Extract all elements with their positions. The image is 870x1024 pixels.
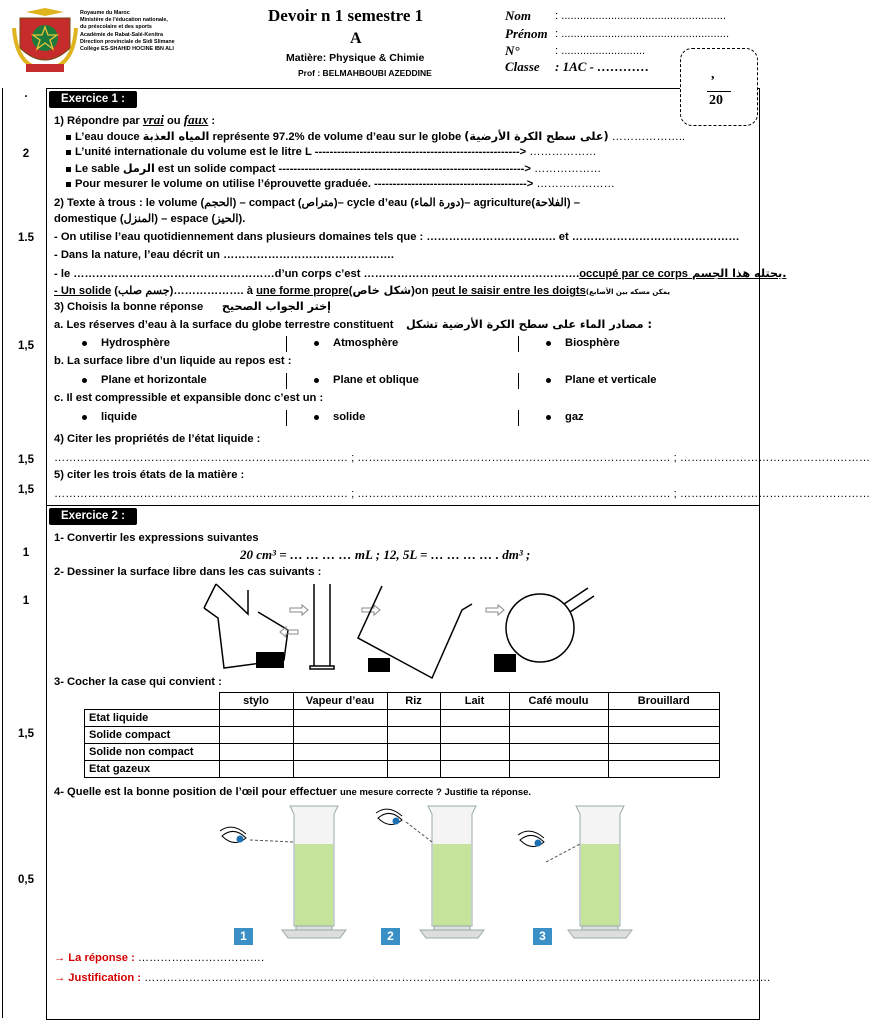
q2-line-1: 2) Texte à trous : le volume (الحجم) – compact (متراص)– cycle d’eau (دورة الماء)– agriculture(الفلاحة) –	[54, 197, 580, 209]
subject-label: Matière: Physique & Chimie	[286, 52, 425, 64]
q1-item-3: Le sable الرمل est un solide compact ------------------------------------------------------------------> ………………	[66, 162, 601, 175]
q1-item-4: Pour mesurer le volume on utilise l’éprouvette graduée. -----------------------------------------> …………………	[66, 178, 615, 190]
q1-title: 1) Répondre par vrai ou faux :	[54, 112, 216, 127]
score-denominator: 20	[709, 93, 723, 108]
score-box	[680, 48, 758, 126]
q2-line-4: - Dans la nature, l’eau décrit un ……………………………………….	[54, 249, 395, 261]
class-label: Classe	[505, 59, 540, 74]
ex2-q3-title: 3- Cocher la case qui convient :	[54, 676, 222, 688]
col-brouillard: Brouillard	[608, 693, 720, 710]
points-q1: 2	[22, 148, 30, 160]
cylinders-drawing	[210, 800, 650, 946]
exercise-separator	[46, 505, 760, 506]
number-label: N°	[505, 43, 520, 58]
eye-icon	[518, 831, 544, 846]
points-ex2-q2: 1	[22, 595, 30, 607]
col-lait: Lait	[440, 693, 509, 710]
points-mark: .	[24, 88, 28, 100]
q3-title: 3) Choisis la bonne réponse إختر الجواب الصحيح	[54, 300, 332, 313]
arrow-icon	[280, 605, 308, 637]
class-field[interactable]: : 1AC - …………	[555, 59, 650, 74]
q3a-option-2[interactable]: Atmosphère	[314, 337, 398, 349]
points-q2: 1.5	[18, 232, 34, 244]
states-table	[84, 692, 720, 778]
q1-item-2: L’unité internationale du volume est le litre L -------------------------------------------------------> ………………	[66, 146, 596, 158]
name-label: Nom	[505, 8, 531, 23]
col-riz: Riz	[387, 693, 440, 710]
eye-icon	[220, 827, 246, 842]
administration-block: Royaume du Maroc Ministère de l'éducation nationale, du préscolaire et des sports Académie de Rabat-Salé-Kenitra Direction provinciale de Sidi Slimane Collège ES-SHAHID HOCINE IBN ALI	[80, 10, 175, 53]
support-block-3	[494, 654, 516, 672]
col-stylo: stylo	[219, 693, 293, 710]
table-corner	[85, 693, 220, 710]
containers-drawing	[196, 580, 746, 676]
q3a-option-3[interactable]: Biosphère	[546, 337, 620, 349]
graduated-cylinder-2	[406, 806, 484, 938]
teacher-label: Prof : BELMAHBOUBI AZEDDINE	[298, 68, 432, 78]
points-q3: 1,5	[18, 340, 34, 352]
q2-line-5: - le ………………………………………………d’un corps c’est ………………………………………………….occupé par ce corps يحتله هذا الجسم.	[54, 267, 787, 280]
col-vapeur: Vapeur d’eau	[293, 693, 387, 710]
q3c-option-3[interactable]: gaz	[546, 411, 584, 423]
q2-line-6: - Un solide (جسم صلب)………………. à une forme propre(شكل خاص)on peut le saisir entre les doigts(يمكن مسكه بين الأصابع	[54, 284, 671, 297]
moroccan-seal-logo	[12, 8, 78, 74]
points-ex2-q3: 1,5	[18, 728, 34, 740]
points-q5: 1,5	[18, 484, 34, 496]
q3b-option-3[interactable]: Plane et verticale	[546, 374, 656, 386]
choice-3-label[interactable]: 3	[533, 928, 552, 945]
points-q4: 1,5	[18, 454, 34, 466]
col-cafe: Café moulu	[509, 693, 608, 710]
points-ex2-q4: 0,5	[18, 874, 34, 886]
firstname-label: Prénom	[505, 26, 548, 41]
q3a-question: a. Les réserves d’eau à la surface du globe terrestre constituent مصادر الماء على سطح الكرة الأرضية تشكل :	[54, 318, 652, 331]
support-block-1	[256, 652, 284, 668]
exercise-2-badge: Exercice 2 :	[49, 508, 137, 525]
exam-title: Devoir n 1 semestre 1	[268, 6, 424, 25]
q3b-option-1[interactable]: Plane et horizontale	[82, 374, 207, 386]
number-field[interactable]: : ...........................	[555, 45, 646, 57]
test-tube-drawing	[310, 584, 334, 669]
arrow-icon	[486, 605, 504, 615]
q2-line-3: - On utilise l’eau quotidiennement dans plusieurs domaines tels que : ………………………….…. et ………………………………………	[54, 231, 740, 243]
q3c-question: c. Il est compressible et expansible donc c’est un :	[54, 392, 324, 404]
answer-line[interactable]: → La réponse : …………………………….	[54, 952, 265, 964]
eye-icon	[376, 809, 402, 824]
ex2-q4-title: 4- Quelle est la bonne position de l’œil pour effectuer une mesure correcte ? Justifie ta réponse.	[54, 786, 532, 798]
table-row: Solide non compact	[85, 744, 720, 761]
exercise-1-badge: Exercice 1 :	[49, 91, 137, 108]
ex2-q1-title: 1- Convertir les expressions suivantes	[54, 532, 259, 544]
choice-1-label[interactable]: 1	[234, 928, 253, 945]
support-block-2	[368, 658, 390, 672]
q3b-question: b. La surface libre d’un liquide au repos est :	[54, 355, 292, 367]
firstname-field[interactable]: : ......................................................	[555, 28, 730, 40]
justification-line[interactable]: → Justification : ……………………………………………………………………………………………………………………………………………………	[54, 972, 771, 984]
q1-item-1: L’eau douce المياه العذبة représente 97.2% de volume d’eau sur le globe (على سطح الكرة الأرضية) ………………..	[66, 130, 685, 143]
name-field[interactable]: : .....................................................	[555, 10, 726, 22]
q4-title: 4) Citer les propriétés de l’état liquide :	[54, 433, 261, 445]
q5-title: 5) citer les trois états de la matière :	[54, 469, 245, 481]
graduated-cylinder-3	[546, 806, 632, 938]
table-row: Etat gazeux	[85, 761, 720, 778]
score-numerator: ,	[711, 67, 715, 82]
choice-2-label[interactable]: 2	[381, 928, 400, 945]
graduated-cylinder-1	[250, 806, 346, 938]
q3c-option-2[interactable]: solide	[314, 411, 365, 423]
round-flask-drawing	[506, 588, 594, 662]
points-ex2-q1: 1	[22, 547, 30, 559]
table-row: Etat liquide	[85, 710, 720, 727]
ex2-q1-conversion: 20 cm³ = … … … … mL ; 12, 5L = … … … … . dm³ ;	[240, 547, 531, 562]
table-row: Solide compact	[85, 727, 720, 744]
q3c-option-1[interactable]: liquide	[82, 411, 137, 423]
ex2-q2-title: 2- Dessiner la surface libre dans les cas suivants :	[54, 566, 322, 578]
q5-answer-line[interactable]: …………………………………………………………….……… ; ………………………………………………………………………… ; ……………………………………………	[54, 488, 870, 500]
q2-line-2: domestique (المنزل) – espace (الحيز).	[54, 213, 246, 225]
q4-answer-line[interactable]: …………………………………………………………….……… ; ………………………………………………………………………… ; ……………………………………………	[54, 452, 870, 464]
exam-variant: A	[350, 30, 362, 47]
q3a-option-1[interactable]: Hydrosphère	[82, 337, 170, 349]
q3b-option-2[interactable]: Plane et oblique	[314, 374, 419, 386]
